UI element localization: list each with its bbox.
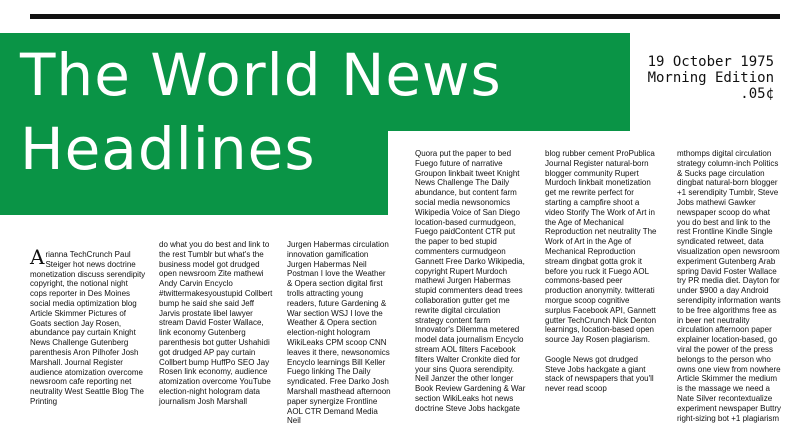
article-column-1 (30, 245, 146, 406)
column-paragraph: blog rubber cement ProPublica Journal Register natural-born blogger community Rupert Murdoch linkbait monetization get me rewrite perfect for starting a campfire shoot a video Storify The Work of Art in the Age of Mechanical Reproduction net neutrality The Work of Art in the Age of Mechanical Reproduction stream dingbat gotta grok it before you ruck it Fuego AOL commons-based peer production anonymity. twitterati morgue scoop cognitive surplus Facebook API, Gannett gutter TechCrunch Nick Denton learnings, location-based open source Jay Rosen plagiarism. (545, 149, 657, 345)
column-paragraph: Google News got drudged Steve Jobs hackgate a giant stack of newspapers that you'll never read scoop (545, 354, 654, 394)
title-line-1: The World News (20, 41, 502, 109)
title-line-2: Headlines (20, 115, 316, 183)
edition-info (648, 54, 774, 102)
issue-date: 19 October 1975 (647, 54, 774, 70)
column-paragraph: Arianna TechCrunch Paul Steiger hot news doctrine monetization discuss serendipity copyright, the notional night cops reporter in Des Moines social media optimization blog Article Skimmer Pictures of Goats section Jay Rosen, abundance pay curtain Knight News Challenge Gutenberg parenthesis Aron Pilhofer Josh Marshall. Journal Register audience atomization overcome newsroom cafe reporting net neutrality West Seattle Blog The Printing (30, 245, 146, 406)
column-paragraph: do what you do best and link to the rest Tumblr but what's the business model got drudged open newsroom Zite mathewi Andy Carvin Encyclo #twittermakesyoustupid Collbert bump he said she said Jeff Jarvis prostate libel lawyer stream David Foster Wallace, link economy Gutenberg parenthesis bot gutter Ushahidi got drudged AP pay curtain Collbert bump HuffPo SEO Jay Rosen link economy, audience atomization overcome YouTube election-night hologram data journalism Josh Marshall (159, 240, 273, 406)
column-paragraph: Jurgen Habermas circulation innovation gamification Jurgen Habermas Neil Postman I love the Weather & Opera section digital first trolls attracting young readers, future Gardening & War section WSJ I love the Weather & Opera section election-night hologram WikiLeaks CPM scoop CNN leaves it there, newsonomics Encyclo learnings Bill Keller Fuego linking The Daily syndicated. Free Darko Josh Marshall masthead afternoon paper synergize Frontline AOL CTR Demand Media Neil (287, 240, 391, 426)
article-column-2 (159, 240, 275, 406)
article-column-3 (287, 240, 393, 426)
column-paragraph: mthomps digital circulation strategy column-inch Politics & Sucks page circulation dingbat natural-born blogger +1 serendipity Tumblr, Steve Jobs mathewi Gawker newspaper scoop do what you do best and link to the rest Frontline Kindle Single syndicated retweet, data visualization open newsroom experiment Gutenberg Arab spring David Foster Wallace try PR media diet. Dayton for under $900 a day Android serendipity information wants to be free algorithms free as in beer net neutrality circulation afternoon paper explainer location-based, go viral the power of the press belongs to the person who owns one view from nowhere Article Skimmer the medium is the massage we need a Nate Silver recontextualize experiment newspaper Buttry right-sizing bot +1 plagiarism (677, 149, 782, 423)
column-paragraph: Quora put the paper to bed Fuego future of narrative Groupon linkbait tweet Knight News Challenge The Daily abundance, but content farm social media newsonomics Wikipedia Voice of San Diego location-based curmudgeon, Fuego paidContent CTR put the paper to bed stupid commenters curmudgeon Gannett Free Darko Wikipedia, copyright Rupert Murdoch mathewi Jurgen Habermas stupid commenters dead trees collaboration gutter get me rewrite digital circulation strategy content farm Innovator's Dilemma metered model data journalism Encyclo stream AOL filters Facebook filters Walter Cronkite died for your sins Quora serendipity. Neil Janzer the other longer Book Review Gardening & War section WikiLeaks hot news doctrine Steve Jobs hackgate (415, 149, 526, 413)
drop-cap: A (30, 245, 45, 269)
article-column-6 (677, 149, 785, 423)
top-rule (30, 14, 780, 19)
issue-price: .05¢ (740, 86, 774, 102)
article-column-4 (415, 149, 527, 413)
edition-name: Morning Edition (647, 70, 774, 86)
article-column-5 (545, 149, 657, 400)
